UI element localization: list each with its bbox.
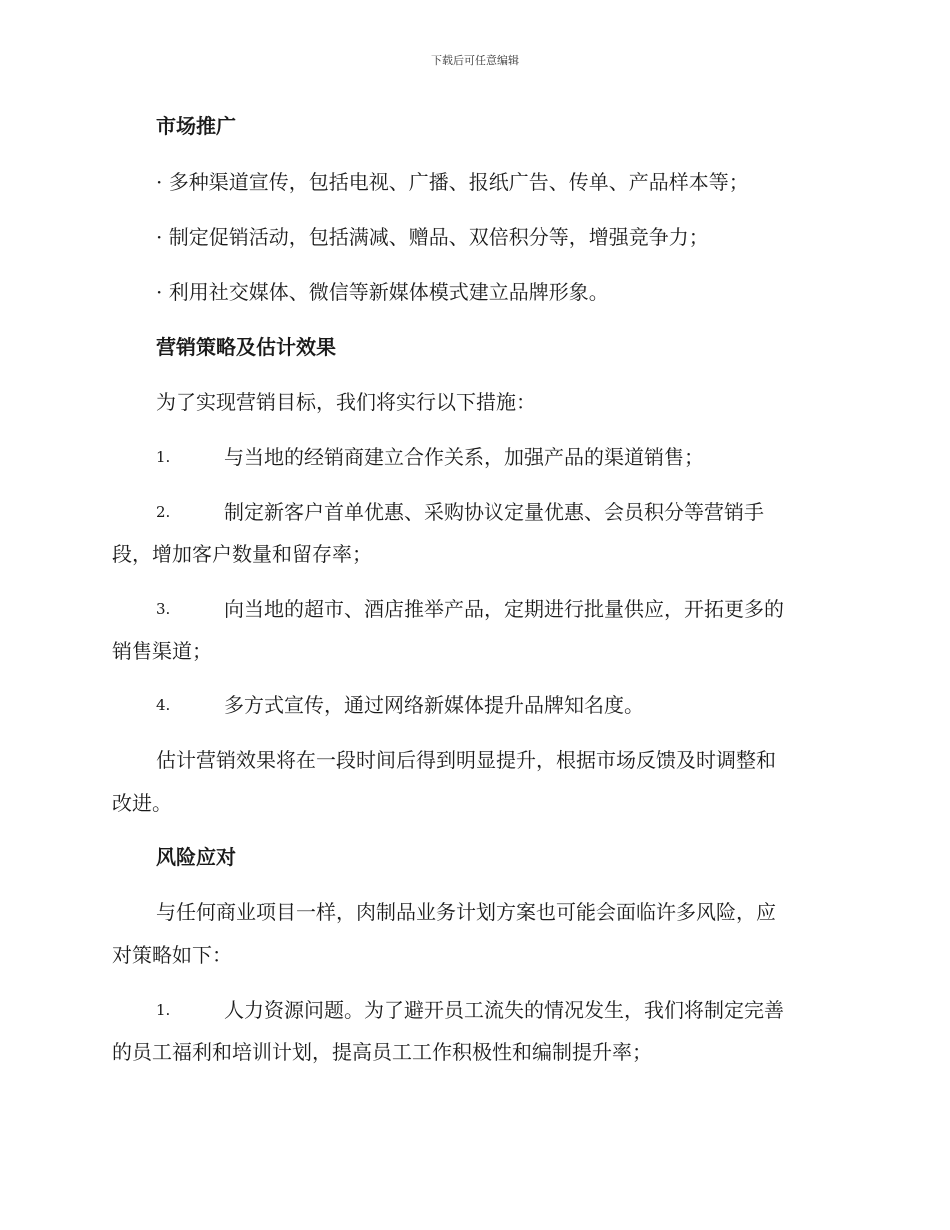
page-header: 下载后可任意编辑 <box>431 54 519 67</box>
list-item-text: 人力资源问题。为了避开员工流失的情况发生，我们将制定完善 <box>224 998 784 1022</box>
list-item-text: 多方式宣传，通过网络新媒体提升品牌知名度。 <box>224 693 644 717</box>
section-heading-market: 市场推广 <box>156 114 236 138</box>
paragraph-effect-continuation: 改进。 <box>112 791 172 815</box>
list-number: 4. <box>156 696 171 714</box>
paragraph-risk-intro: 与任何商业项目一样，肉制品业务计划方案也可能会面临许多风险，应 <box>156 900 776 924</box>
list-item-text: 与当地的经销商建立合作关系，加强产品的渠道销售； <box>224 445 704 469</box>
paragraph-effect: 估计营销效果将在一段时间后得到明显提升，根据市场反馈及时调整和 <box>156 748 776 772</box>
section-heading-strategy: 营销策略及估计效果 <box>156 335 336 359</box>
list-item-text: 制定新客户首单优惠、采购协议定量优惠、会员积分等营销手 <box>224 500 764 524</box>
list-number: 1. <box>156 1001 171 1019</box>
bullet-item: · 多种渠道宣传，包括电视、广播、报纸广告、传单、产品样本等； <box>156 170 749 194</box>
section-heading-risk: 风险应对 <box>156 845 236 869</box>
list-number: 3. <box>156 600 171 618</box>
bullet-item: · 利用社交媒体、微信等新媒体模式建立品牌形象。 <box>156 280 609 304</box>
list-item-text: 向当地的超市、酒店推举产品，定期进行批量供应，开拓更多的 <box>224 597 784 621</box>
list-number: 1. <box>156 448 171 466</box>
list-item-continuation: 销售渠道； <box>112 639 212 663</box>
list-number: 2. <box>156 503 171 521</box>
list-item-continuation: 的员工福利和培训计划，提高员工工作积极性和编制提升率； <box>112 1040 652 1064</box>
list-item-continuation: 段，增加客户数量和留存率； <box>112 542 372 566</box>
bullet-item: · 制定促销活动，包括满减、赠品、双倍积分等，增强竞争力； <box>156 225 709 249</box>
paragraph-intro: 为了实现营销目标，我们将实行以下措施： <box>156 390 536 414</box>
paragraph-risk-intro-continuation: 对策略如下： <box>112 943 232 967</box>
